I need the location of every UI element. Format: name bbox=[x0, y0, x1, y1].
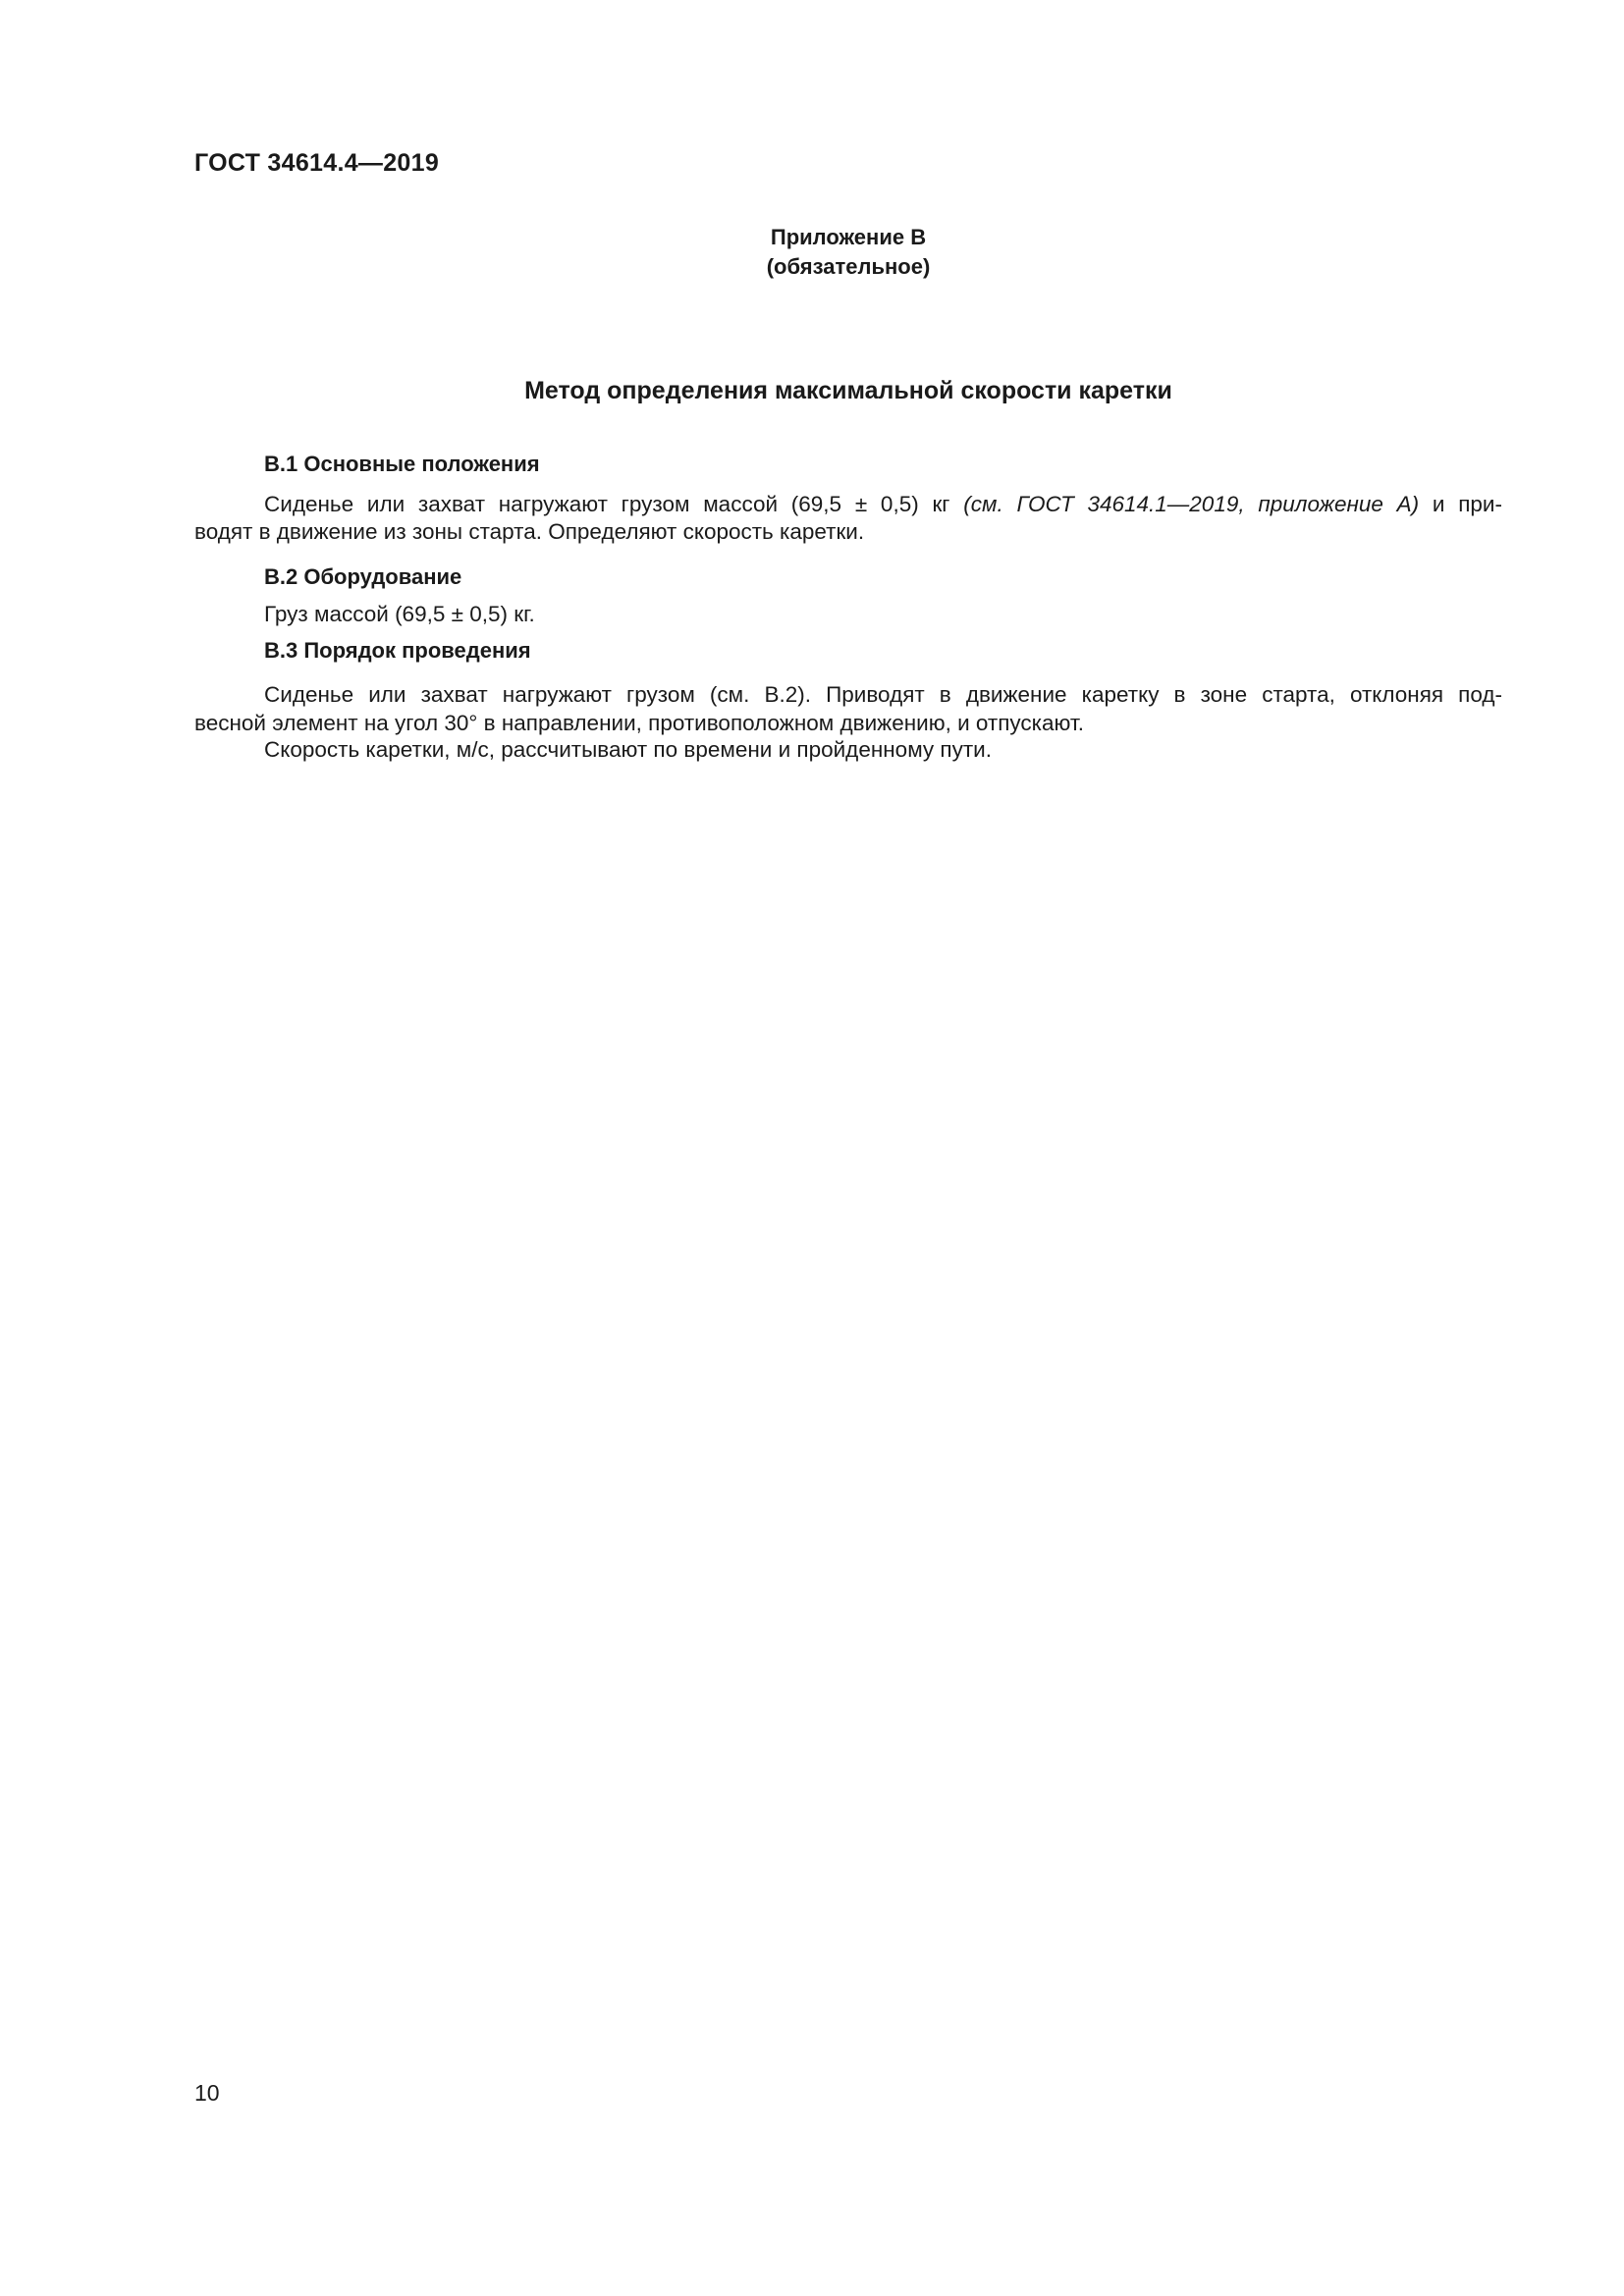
paragraph-line bbox=[264, 492, 1502, 519]
paragraph-line: Скорость каретки, м/с, рассчитывают по времени и пройденному пути. bbox=[264, 737, 992, 762]
page-number: 10 bbox=[194, 2080, 220, 2106]
reference-citation: (см. ГОСТ 34614.1—2019, приложение А) bbox=[963, 492, 1420, 516]
appendix-label: Приложение В bbox=[770, 225, 927, 249]
section-heading-b2: В.2 Оборудование bbox=[264, 564, 462, 589]
text-run: и при- bbox=[1419, 492, 1502, 516]
section-title: Метод определения максимальной скорости каретки bbox=[524, 377, 1172, 404]
paragraph-line: Сиденье или захват нагружают грузом (см. В.2). Приводят в движение каретку в зоне старта, отклоняя под- bbox=[264, 682, 1502, 707]
document-code: ГОСТ 34614.4—2019 bbox=[194, 149, 440, 177]
section-heading-b1: В.1 Основные положения bbox=[264, 452, 540, 476]
section-heading-b3: В.3 Порядок проведения bbox=[264, 638, 531, 663]
paragraph-line: водят в движение из зоны старта. Определяют скорость каретки. bbox=[194, 519, 865, 544]
paragraph-line: Груз массой (69,5 ± 0,5) кг. bbox=[264, 602, 535, 626]
appendix-status: (обязательное) bbox=[766, 254, 931, 279]
paragraph-line: весной элемент на угол 30° в направлении, противоположном движению, и отпускают. bbox=[194, 711, 1084, 735]
text-run: Сиденье или захват нагружают грузом массой (69,5 ± 0,5) кг bbox=[264, 492, 964, 516]
